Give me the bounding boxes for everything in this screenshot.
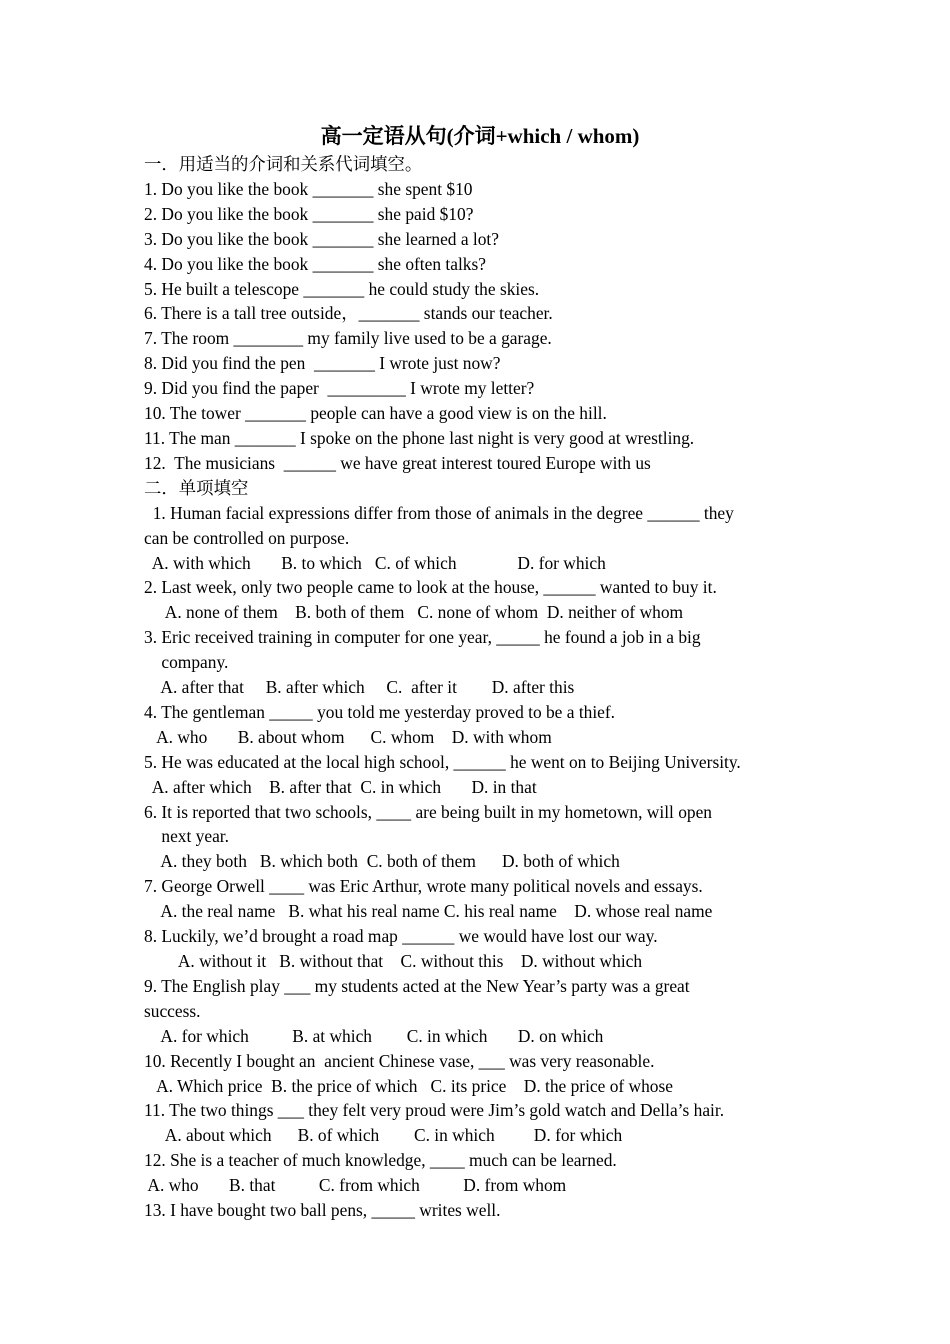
question-line: 6. It is reported that two schools, ____ are being built in my hometown, will open — [144, 801, 713, 822]
options-line: A. for which B. at which C. in which D. on which — [144, 1025, 604, 1046]
question-line: 1. Human facial expressions differ from those of animals in the degree ______ they — [144, 502, 734, 523]
section-1 — [144, 152, 814, 476]
fill-in-item: 12. The musicians ______ we have great interest toured Europe with us — [144, 452, 651, 473]
question-line: 8. Luckily, we’d brought a road map ______ we would have lost our way. — [144, 926, 658, 947]
question-line: 11. The two things ___ they felt very proud were Jim’s gold watch and Della’s hair. — [144, 1100, 725, 1121]
fill-in-item: 4. Do you like the book _______ she often talks? — [144, 253, 486, 274]
section-1-heading: 一．用适当的介词和关系代词填空。 — [144, 154, 423, 174]
question-line: next year. — [144, 826, 229, 847]
options-line: A. without it B. without that C. without this D. without which — [144, 951, 643, 971]
question-line: can be controlled on purpose. — [144, 527, 350, 548]
fill-in-item: 8. Did you find the pen _______ I wrote just now? — [144, 353, 501, 374]
question-line: 13. I have bought two ball pens, _____ writes well. — [144, 1200, 501, 1221]
options-line: A. after that B. after which C. after it D. after this — [144, 677, 575, 698]
worksheet-page — [144, 122, 814, 1223]
fill-in-item: 3. Do you like the book _______ she learned a lot? — [144, 228, 499, 249]
options-line: A. with which B. to which C. of which D. for which — [144, 552, 606, 573]
question-line: 7. George Orwell ____ was Eric Arthur, wrote many political novels and essays. — [144, 876, 703, 897]
fill-in-item: 1. Do you like the book _______ she spent $10 — [144, 178, 473, 199]
fill-in-item: 10. The tower _______ people can have a good view is on the hill. — [144, 403, 607, 424]
fill-in-item: 6. There is a tall tree outside，_______ stands our teacher. — [144, 303, 553, 324]
fill-in-item: 5. He built a telescope _______ he could study the skies. — [144, 278, 540, 299]
options-line: A. the real name B. what his real name C. his real name D. whose real name — [144, 901, 713, 922]
question-line: 4. The gentleman _____ you told me yesterday proved to be a thief. — [144, 701, 616, 722]
question-line: 10. Recently I bought an ancient Chinese vase, ___ was very reasonable. — [144, 1050, 655, 1071]
page-title: 高一定语从句(介词+which / whom) — [320, 124, 640, 148]
options-line: A. after which B. after that C. in which D. in that — [144, 776, 537, 797]
question-line: 12. She is a teacher of much knowledge, ____ much can be learned. — [144, 1150, 617, 1171]
question-line: 5. He was educated at the local high school, ______ he went on to Beijing University. — [144, 751, 741, 772]
question-line: company. — [144, 652, 229, 673]
question-line: 2. Last week, only two people came to look at the house, ______ wanted to buy it. — [144, 577, 717, 598]
section-2-heading: 二．单项填空 — [144, 477, 249, 498]
fill-in-item: 11. The man _______ I spoke on the phone last night is very good at wrestling. — [144, 427, 695, 448]
options-line: A. none of them B. both of them C. none of whom D. neither of whom — [144, 602, 684, 623]
options-line: A. who B. that C. from which D. from whom — [144, 1175, 567, 1196]
options-line: A. about which B. of which C. in which D. for which — [144, 1125, 623, 1146]
fill-in-item: 7. The room ________ my family live used to be a garage. — [144, 328, 552, 349]
question-line: 9. The English play ___ my students acted at the New Year’s party was a great — [144, 975, 690, 996]
options-line: A. they both B. which both C. both of them D. both of which — [144, 851, 620, 872]
fill-in-item: 2. Do you like the book _______ she paid $10? — [144, 203, 474, 224]
options-line: A. Which price B. the price of which C. its price D. the price of whose — [144, 1075, 673, 1096]
question-line: 3. Eric received training in computer for one year, _____ he found a job in a big — [144, 627, 701, 648]
fill-in-item: 9. Did you find the paper _________ I wrote my letter? — [144, 378, 535, 399]
options-line: A. who B. about whom C. whom D. with whom — [144, 726, 552, 747]
question-line: success. — [144, 1000, 201, 1021]
section-2 — [144, 476, 814, 1223]
